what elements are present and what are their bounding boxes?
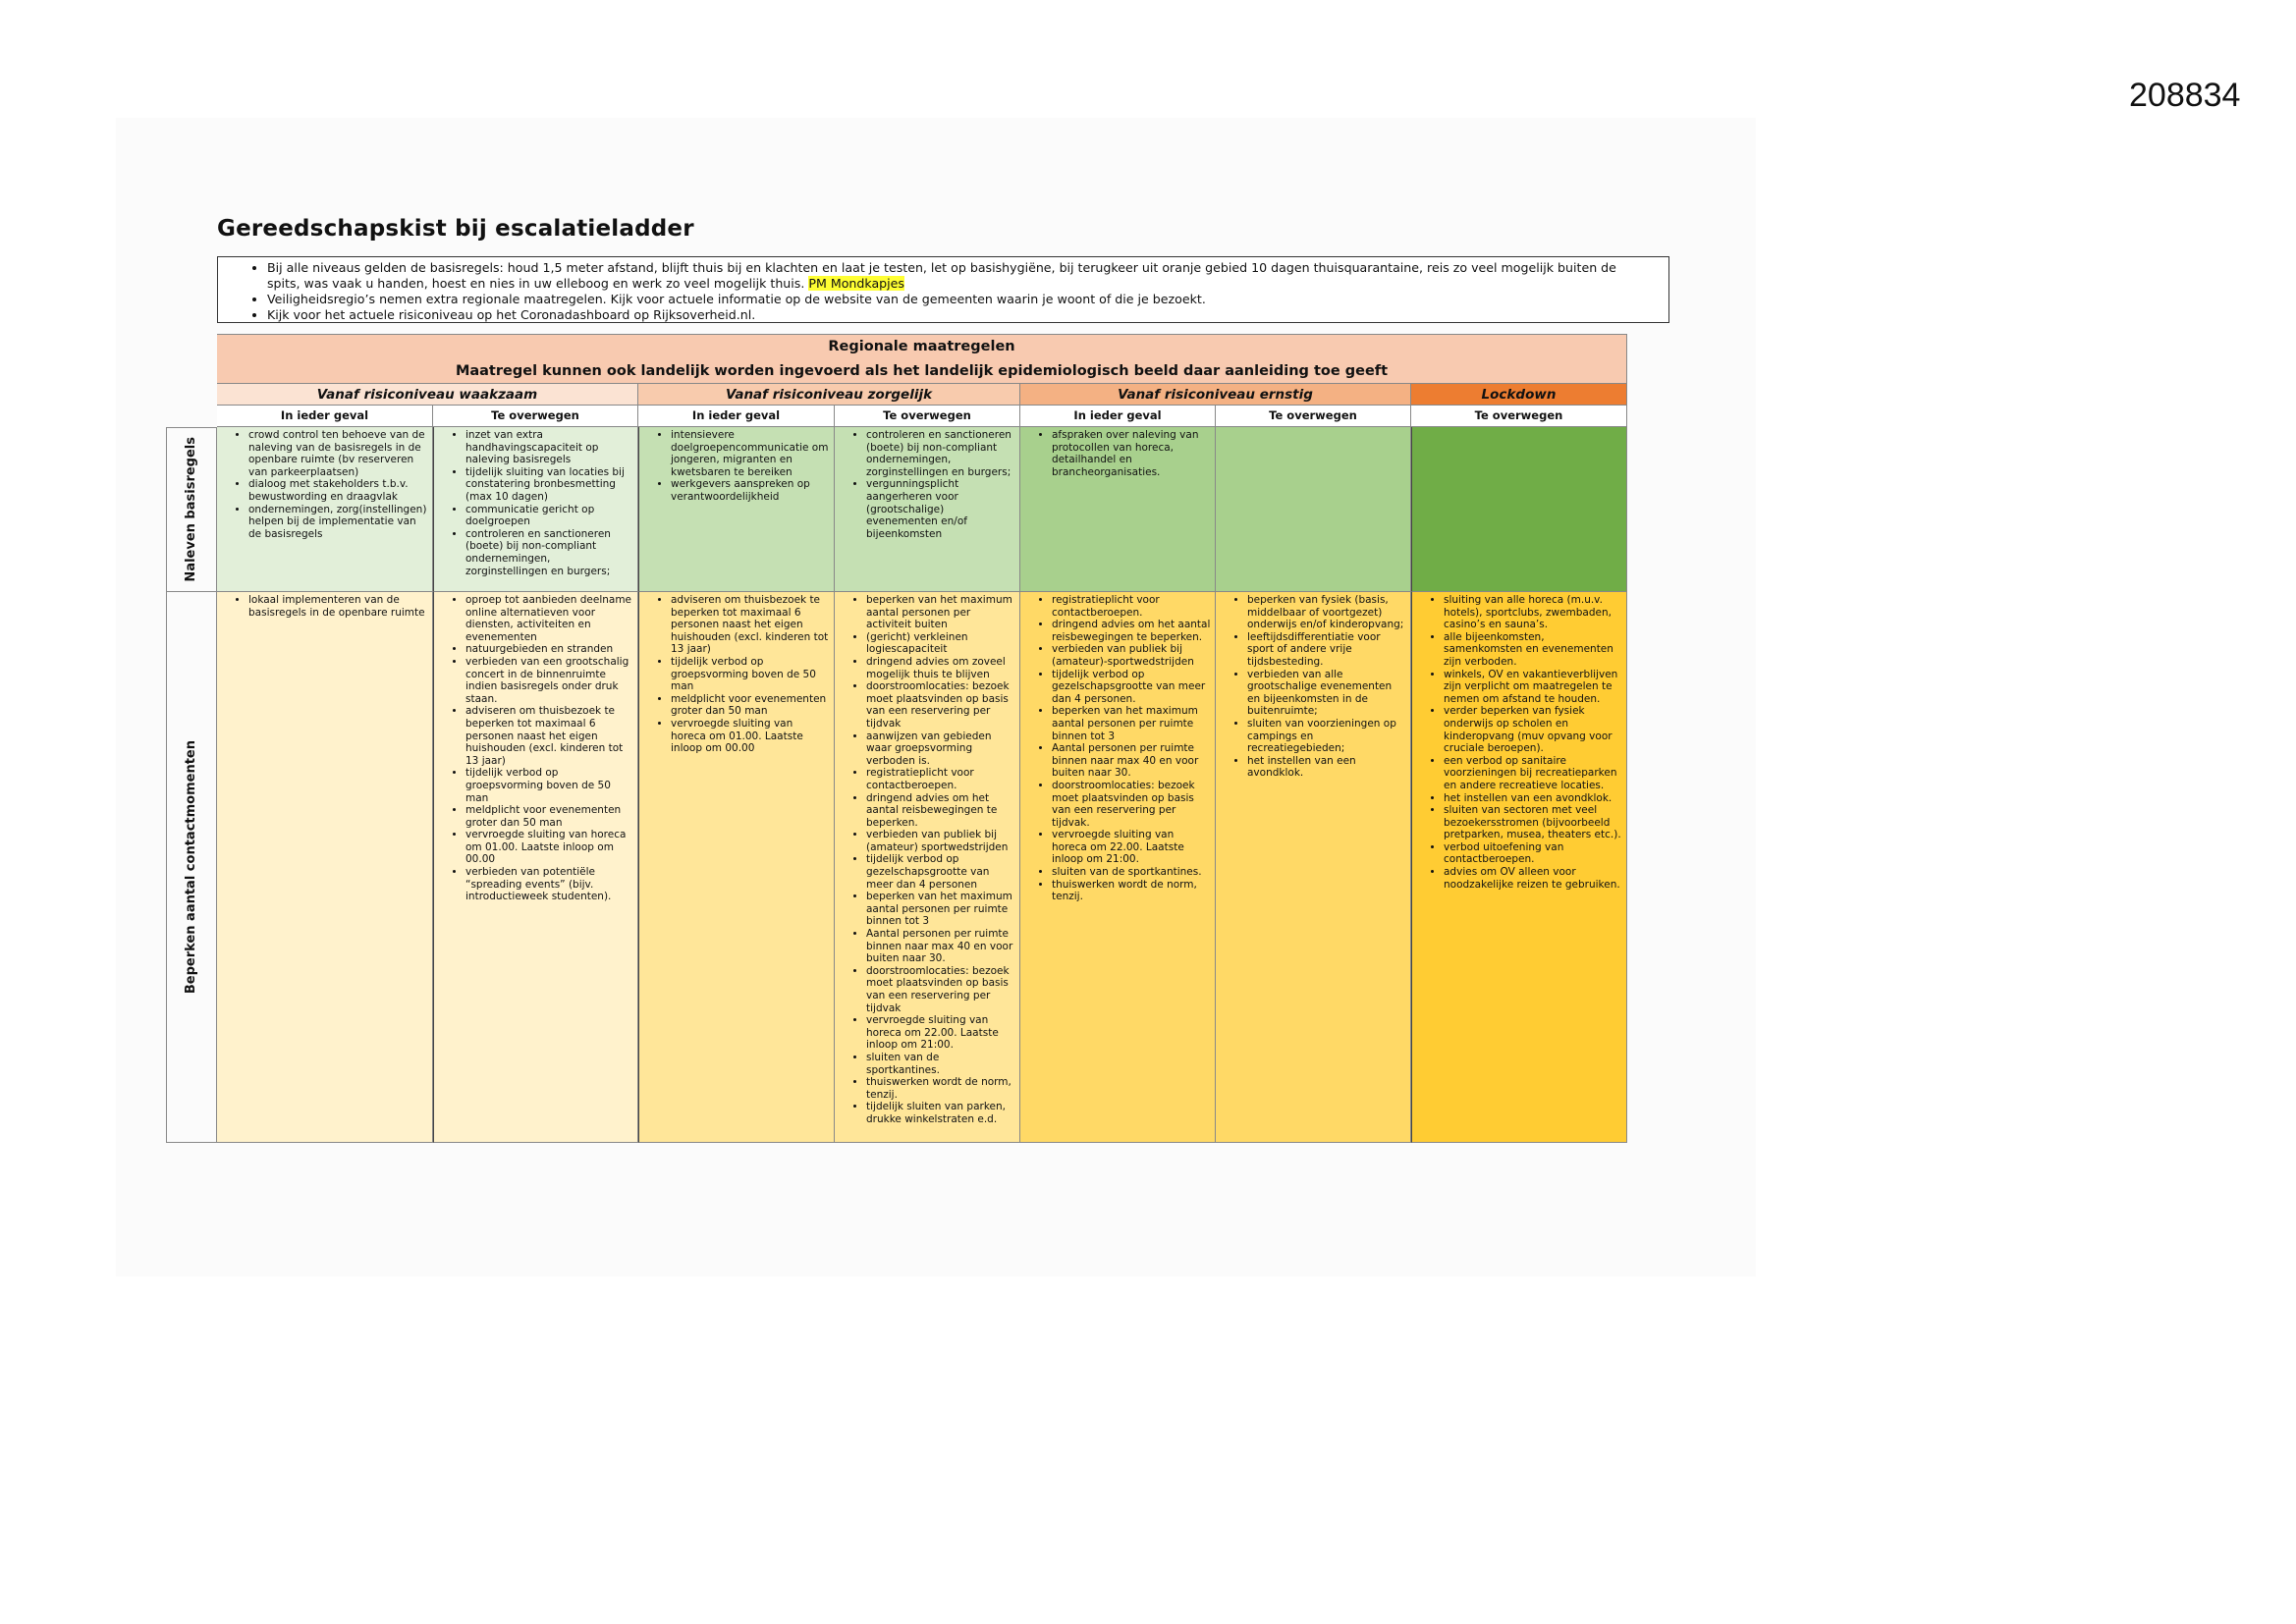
level-header-lockdown: Lockdown <box>1411 384 1627 406</box>
measure-item: • dringend advies om het aantal reisbewegingen te beperken. <box>1052 619 1211 643</box>
measure-item: • thuiswerken wordt de norm, tenzij. <box>866 1076 1015 1101</box>
measure-list <box>434 429 633 577</box>
table-cell <box>433 427 638 592</box>
measure-list <box>639 594 830 755</box>
measure-item: • natuurgebieden en stranden <box>465 643 633 656</box>
measure-list <box>639 429 830 504</box>
table-cell <box>835 427 1020 592</box>
sub-header-always: In ieder geval <box>217 406 433 427</box>
measure-item: • oproep tot aanbieden deelname online alternatieven voor diensten, activiteiten en evenementen <box>465 594 633 643</box>
row-label: Beperken aantal contactmomenten <box>184 739 198 995</box>
measure-item: • crowd control ten behoeve van de naleving van de basisregels in de openbare ruimte (bv reserveren van parkeerplaatsen) <box>248 429 428 478</box>
measure-item: • tijdelijk verbod op gezelschapsgrootte van meer dan 4 personen. <box>1052 669 1211 706</box>
measure-item: • sluiten van voorzieningen op campings en recreatiegebieden; <box>1247 718 1406 755</box>
measure-item: • meldplicht voor evenementen groter dan 50 man <box>671 693 830 718</box>
measure-item: • vervroegde sluiting van horeca om 22.00. Laatste inloop om 21:00. <box>866 1014 1015 1052</box>
measure-item: • controleren en sanctioneren (boete) bij non-compliant ondernemingen, zorginstellingen en burgers; <box>866 429 1015 478</box>
measure-item: • een verbod op sanitaire voorzieningen bij recreatieparken en andere recreatieve locaties. <box>1444 755 1622 792</box>
table-cell <box>1411 427 1627 592</box>
measure-list <box>835 429 1015 540</box>
table-cell <box>638 592 835 1143</box>
sub-header-always: In ieder geval <box>638 406 835 427</box>
measure-list <box>217 429 428 540</box>
measure-item: • communicatie gericht op doelgroepen <box>465 504 633 528</box>
measure-item: • verbieden van publiek bij (amateur) sportwedstrijden <box>866 829 1015 853</box>
table-cell <box>1216 592 1411 1143</box>
measure-list <box>1216 594 1406 780</box>
table-header: Regionale maatregelen <box>217 334 1627 360</box>
sub-header-always: In ieder geval <box>1020 406 1216 427</box>
row-header-naleven <box>166 427 217 592</box>
measure-item: • beperken van het maximum aantal personen per activiteit buiten <box>866 594 1015 631</box>
measure-item: • controleren en sanctioneren (boete) bij non-compliant ondernemingen, zorginstellingen en burgers; <box>465 528 633 577</box>
measure-item: • lokaal implementeren van de basisregels in de openbare ruimte <box>248 594 428 619</box>
intro-item: • Kijk voor het actuele risiconiveau op het Coronadashboard op Rijksoverheid.nl. <box>267 307 1651 323</box>
measure-item: • tijdelijk verbod op groepsvorming boven de 50 man <box>671 656 830 693</box>
measure-item: • (gericht) verkleinen logiescapaciteit <box>866 631 1015 656</box>
measure-item: • registratieplicht voor contactberoepen. <box>1052 594 1211 619</box>
measures-table <box>166 334 1628 1143</box>
measure-item: • registratieplicht voor contactberoepen. <box>866 767 1015 791</box>
measure-item: • inzet van extra handhavingscapaciteit op naleving basisregels <box>465 429 633 466</box>
intro-item <box>267 260 1651 292</box>
level-header-ernstig: Vanaf risiconiveau ernstig <box>1020 384 1411 406</box>
measure-item: • vervroegde sluiting van horeca om 01.00. Laatste inloop om 00.00 <box>465 829 633 866</box>
measure-item: • vervroegde sluiting van horeca om 01.00. Laatste inloop om 00.00 <box>671 718 830 755</box>
measure-item: • het instellen van een avondklok. <box>1247 755 1406 780</box>
measure-item: • verbod uitoefening van contactberoepen. <box>1444 841 1622 866</box>
measure-item: • sluiting van alle horeca (m.u.v. hotels), sportclubs, zwembaden, casino’s en sauna’s. <box>1444 594 1622 631</box>
measure-list <box>1020 594 1211 903</box>
table-cell <box>433 592 638 1143</box>
table-cell <box>217 427 433 592</box>
measure-item: • sluiten van de sportkantines. <box>866 1052 1015 1076</box>
document-number: 208834 <box>2129 77 2241 114</box>
sub-header-consider: Te overwegen <box>835 406 1020 427</box>
measure-item: • adviseren om thuisbezoek te beperken tot maximaal 6 personen naast het eigen huishouden (excl. kinderen tot 13 jaar) <box>671 594 830 656</box>
measure-item: • intensievere doelgroepencommunicatie om jongeren, migranten en kwetsbaren te bereiken <box>671 429 830 478</box>
measure-item: • dringend advies om het aantal reisbewegingen te beperken. <box>866 792 1015 830</box>
highlight-note: PM Mondkapjes <box>808 276 904 291</box>
measure-item: • dringend advies om zoveel mogelijk thuis te blijven <box>866 656 1015 680</box>
measure-item: • ondernemingen, zorg(instellingen) helpen bij de implementatie van de basisregels <box>248 504 428 541</box>
measure-list <box>434 594 633 903</box>
sub-header-consider: Te overwegen <box>1216 406 1411 427</box>
measure-item: • Aantal personen per ruimte binnen naar max 40 en voor buiten naar 30. <box>866 928 1015 965</box>
row-header-beperken <box>166 592 217 1143</box>
intro-text: Bij alle niveaus gelden de basisregels: houd 1,5 meter afstand, blijft thuis bij en klachten en laat je testen, let op basishygiëne, bij terugkeer uit oranje gebied 10 dagen thuisquarantaine, reis zo veel mogelijk buiten de spits, was vaak u handen, hoest en nies in uw elleboog en werk zo veel mogelijk thuis. <box>267 260 1616 291</box>
intro-box <box>217 256 1669 323</box>
table-cell <box>1216 427 1411 592</box>
measure-item: • leeftijdsdifferentiatie voor sport of andere vrije tijdsbesteding. <box>1247 631 1406 669</box>
level-header-waakzaam: Vanaf risiconiveau waakzaam <box>217 384 638 406</box>
table-cell <box>217 592 433 1143</box>
measure-item: • dialoog met stakeholders t.b.v. bewustwording en draagvlak <box>248 478 428 503</box>
measure-item: • vergunningsplicht aangerheren voor (grootschalige) evenementen en/of bijeenkomsten <box>866 478 1015 540</box>
measure-item: • verbieden van publiek bij (amateur)-sportwedstrijden <box>1052 643 1211 668</box>
measure-item: • verbieden van een grootschalig concert in de binnenruimte indien basisregels onder druk staan. <box>465 656 633 705</box>
measure-item: • thuiswerken wordt de norm, tenzij. <box>1052 879 1211 903</box>
measure-item: • sluiten van de sportkantines. <box>1052 866 1211 879</box>
measure-item: • het instellen van een avondklok. <box>1444 792 1622 805</box>
sub-header-consider: Te overwegen <box>1411 406 1627 427</box>
measure-item: • adviseren om thuisbezoek te beperken tot maximaal 6 personen naast het eigen huishouden (excl. kinderen tot 13 jaar) <box>465 705 633 767</box>
row-label: Naleven basisregels <box>184 437 198 582</box>
table-cell <box>1411 592 1627 1143</box>
measure-list <box>1020 429 1211 478</box>
measure-item: • beperken van het maximum aantal personen per ruimte binnen tot 3 <box>1052 705 1211 742</box>
measure-item: • sluiten van sectoren met veel bezoekersstromen (bijvoorbeeld pretparken, musea, theaters etc.). <box>1444 804 1622 841</box>
measure-item: • doorstroomlocaties: bezoek moet plaatsvinden op basis van een reservering per tijdvak <box>866 965 1015 1014</box>
measure-list <box>835 594 1015 1126</box>
level-header-zorgelijk: Vanaf risiconiveau zorgelijk <box>638 384 1020 406</box>
measure-item: • doorstroomlocaties: bezoek moet plaatsvinden op basis van een reservering per tijdvak. <box>1052 780 1211 829</box>
measure-item: • verbieden van alle grootschalige evenementen en bijeenkomsten in de buitenruimte; <box>1247 669 1406 718</box>
measure-item: • doorstroomlocaties: bezoek moet plaatsvinden op basis van een reservering per tijdvak <box>866 680 1015 730</box>
measure-item: • vervroegde sluiting van horeca om 22.00. Laatste inloop om 21:00. <box>1052 829 1211 866</box>
measure-item: • beperken van fysiek (basis, middelbaar of voortgezet) onderwijs en/of kinderopvang; <box>1247 594 1406 631</box>
table-cell <box>1020 427 1216 592</box>
measure-list <box>1412 594 1622 891</box>
corner-blank <box>166 334 217 427</box>
measure-item: • beperken van het maximum aantal personen per ruimte binnen tot 3 <box>866 891 1015 928</box>
page-title: Gereedschapskist bij escalatieladder <box>217 216 694 242</box>
measure-list <box>217 594 428 619</box>
intro-item: • Veiligheidsregio’s nemen extra regionale maatregelen. Kijk voor actuele informatie op de website van de gemeenten waarin je woont of die je bezoekt. <box>267 292 1651 307</box>
table-cell <box>1020 592 1216 1143</box>
measure-item: • tijdelijk sluiting van locaties bij constatering bronbesmetting (max 10 dagen) <box>465 466 633 504</box>
table-cell <box>638 427 835 592</box>
measure-item: • tijdelijk verbod op groepsvorming boven de 50 man <box>465 767 633 804</box>
sub-header-consider: Te overwegen <box>433 406 638 427</box>
measure-item: • alle bijeenkomsten, samenkomsten en evenementen zijn verboden. <box>1444 631 1622 669</box>
measure-item: • verbieden van potentiële “spreading events” (bijv. introductieweek studenten). <box>465 866 633 903</box>
measure-item: • Aantal personen per ruimte binnen naar max 40 en voor buiten naar 30. <box>1052 742 1211 780</box>
measure-item: • aanwijzen van gebieden waar groepsvorming verboden is. <box>866 731 1015 768</box>
measure-item: • winkels, OV en vakantieverblijven zijn verplicht om maatregelen te nemen om afstand te houden. <box>1444 669 1622 706</box>
measure-item: • advies om OV alleen voor noodzakelijke reizen te gebruiken. <box>1444 866 1622 891</box>
measure-item: • tijdelijk verbod op gezelschapsgrootte van meer dan 4 personen <box>866 853 1015 891</box>
measure-item: • tijdelijk sluiten van parken, drukke winkelstraten e.d. <box>866 1101 1015 1125</box>
measure-item: • afspraken over naleving van protocollen van horeca, detailhandel en brancheorganisaties. <box>1052 429 1211 478</box>
table-subheader: Maatregel kunnen ook landelijk worden ingevoerd als het landelijk epidemiologisch beeld daar aanleiding toe geeft <box>217 360 1627 384</box>
measure-item: • werkgevers aanspreken op verantwoordelijkheid <box>671 478 830 503</box>
intro-list <box>236 260 1651 323</box>
measure-item: • meldplicht voor evenementen groter dan 50 man <box>465 804 633 829</box>
measure-item: • verder beperken van fysiek onderwijs op scholen en kinderopvang (muv opvang voor cruciale beroepen). <box>1444 705 1622 754</box>
table-cell <box>835 592 1020 1143</box>
